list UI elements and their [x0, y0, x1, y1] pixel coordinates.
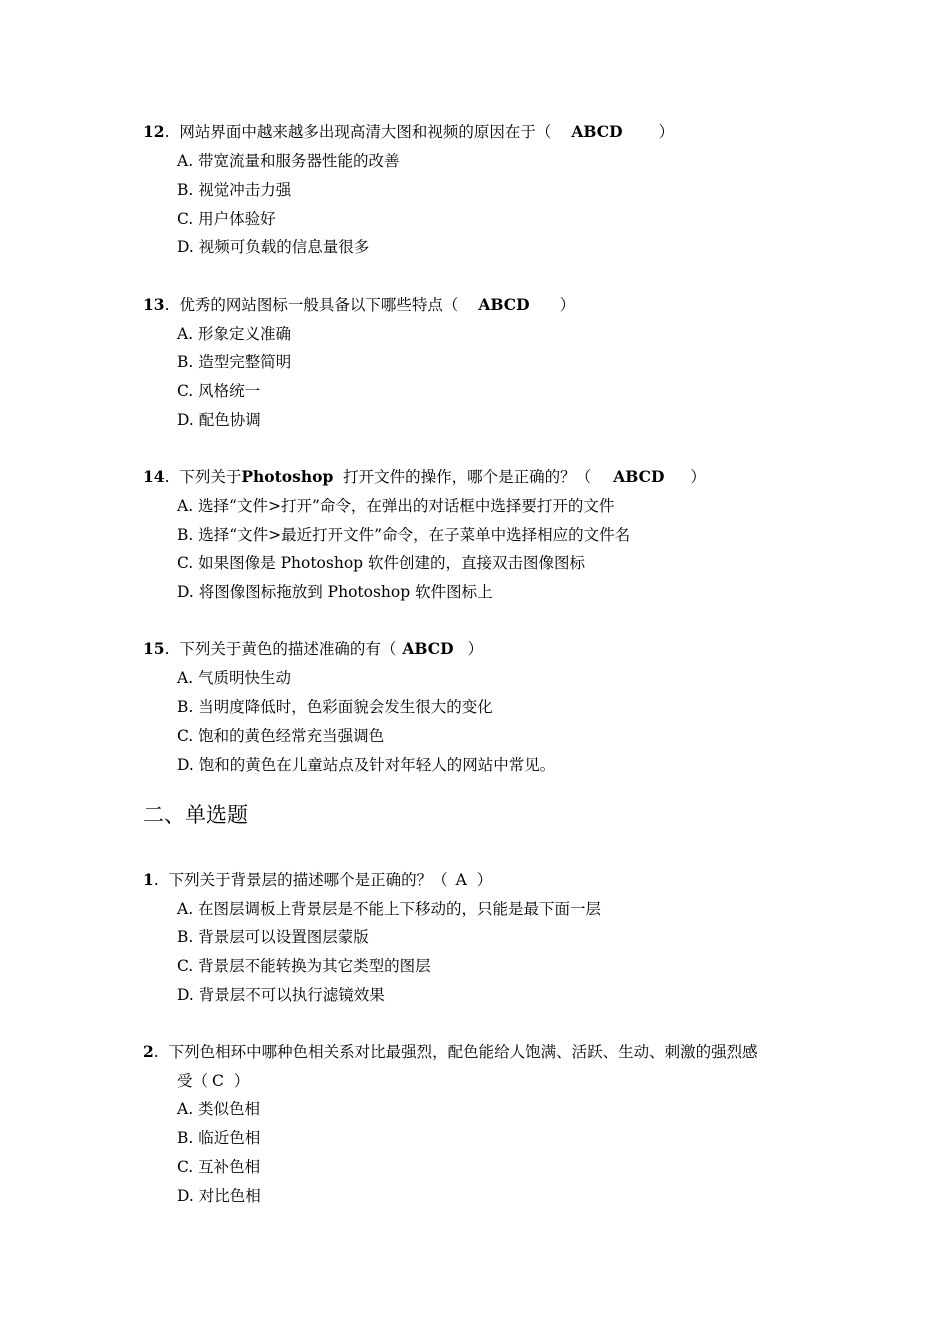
question-text: 下列关于 [179, 468, 242, 486]
option-d: D. 将图像图标拖放到 Photoshop 软件图标上 [177, 583, 493, 601]
option-c: C. 用户体验好 [177, 210, 276, 228]
question-text: 优秀的网站图标一般具备以下哪些特点（ [179, 296, 459, 314]
option-c: C. 如果图像是 Photoshop 软件创建的，直接双击图像图标 [177, 554, 586, 572]
option-b: B. 临近色相 [177, 1129, 261, 1147]
paren-close: ） [690, 468, 706, 486]
option-a: A. 在图层调板上背景层是不能上下移动的，只能是最下面一层 [177, 900, 602, 918]
option-c: C. 风格统一 [177, 382, 261, 400]
question-number: 2 [143, 1042, 154, 1061]
question-stem: 13. 优秀的网站图标一般具备以下哪些特点（ ABCD ） [143, 295, 576, 314]
question-number: 12 [143, 122, 165, 141]
answer-key: C [212, 1072, 224, 1090]
paren-close: ） [559, 296, 576, 314]
option-a: A. 带宽流量和服务器性能的改善 [177, 152, 400, 170]
option-a: A. 形象定义准确 [177, 325, 292, 343]
option-b: B. 选择“文件>最近打开文件”命令，在子菜单中选择相应的文件名 [177, 526, 631, 544]
question-stem: 12. 网站界面中越来越多出现高清大图和视频的原因在于（ ABCD ） [143, 122, 675, 141]
option-a: A. 选择“文件>打开”命令，在弹出的对话框中选择要打开的文件 [177, 497, 615, 515]
question-number: 15 [143, 639, 165, 658]
question-number: 13 [143, 295, 165, 314]
question-stem: 1. 下列关于背景层的描述哪个是正确的？（ A ） [143, 870, 493, 889]
option-b: B. 背景层可以设置图层蒙版 [177, 928, 369, 946]
question-text: 下列色相环中哪种色相关系对比最强烈，配色能给人饱满、活跃、生动、刺激的强烈感 [168, 1043, 758, 1061]
option-d: D. 饱和的黄色在儿童站点及针对年轻人的网站中常见。 [177, 756, 556, 774]
question-stem: 14. 下列关于Photoshop 打开文件的操作，哪个是正确的？（ ABCD ） [143, 467, 706, 486]
option-d: D. 背景层不可以执行滤镜效果 [177, 986, 385, 1004]
question-number: 14 [143, 467, 165, 486]
option-b: B. 视觉冲击力强 [177, 181, 292, 199]
question-number: 1 [143, 870, 154, 889]
question-text-cont: 打开文件的操作，哪个是正确的？（ [343, 468, 592, 486]
software-name: Photoshop [241, 467, 334, 486]
paren-close: ） [233, 1072, 250, 1090]
answer-key: ABCD [402, 639, 454, 658]
option-a: A. 气质明快生动 [177, 669, 292, 687]
option-d: D. 配色协调 [177, 411, 261, 429]
option-b: B. 当明度降低时，色彩面貌会发生很大的变化 [177, 698, 493, 716]
question-text: 下列关于黄色的描述准确的有（ [179, 640, 397, 658]
option-c: C. 饱和的黄色经常充当强调色 [177, 727, 385, 745]
question-stem: 15. 下列关于黄色的描述准确的有（ ABCD ） [143, 639, 484, 658]
paren-close: ） [658, 123, 675, 141]
option-d: D. 视频可负载的信息量很多 [177, 238, 370, 256]
question-text: 网站界面中越来越多出现高清大图和视频的原因在于（ [179, 123, 552, 141]
paren-close: ） [476, 871, 493, 889]
option-c: C. 互补色相 [177, 1158, 261, 1176]
section-title: 二、单选题 [143, 803, 248, 827]
option-c: C. 背景层不能转换为其它类型的图层 [177, 957, 431, 975]
question-text-cont: 受（ [177, 1072, 209, 1090]
answer-key: ABCD [571, 122, 623, 141]
answer-key: ABCD [613, 467, 665, 486]
option-b: B. 造型完整简明 [177, 353, 292, 371]
question-stem: 2. 下列色相环中哪种色相关系对比最强烈，配色能给人饱满、活跃、生动、刺激的强烈感 [143, 1042, 758, 1061]
option-d: D. 对比色相 [177, 1187, 261, 1205]
question-text: 下列关于背景层的描述哪个是正确的？（ [168, 871, 448, 889]
paren-close: ） [467, 640, 484, 658]
question-stem-continued [177, 1071, 249, 1091]
answer-key: ABCD [478, 295, 530, 314]
answer-key: A [455, 871, 467, 889]
option-a: A. 类似色相 [177, 1100, 261, 1118]
